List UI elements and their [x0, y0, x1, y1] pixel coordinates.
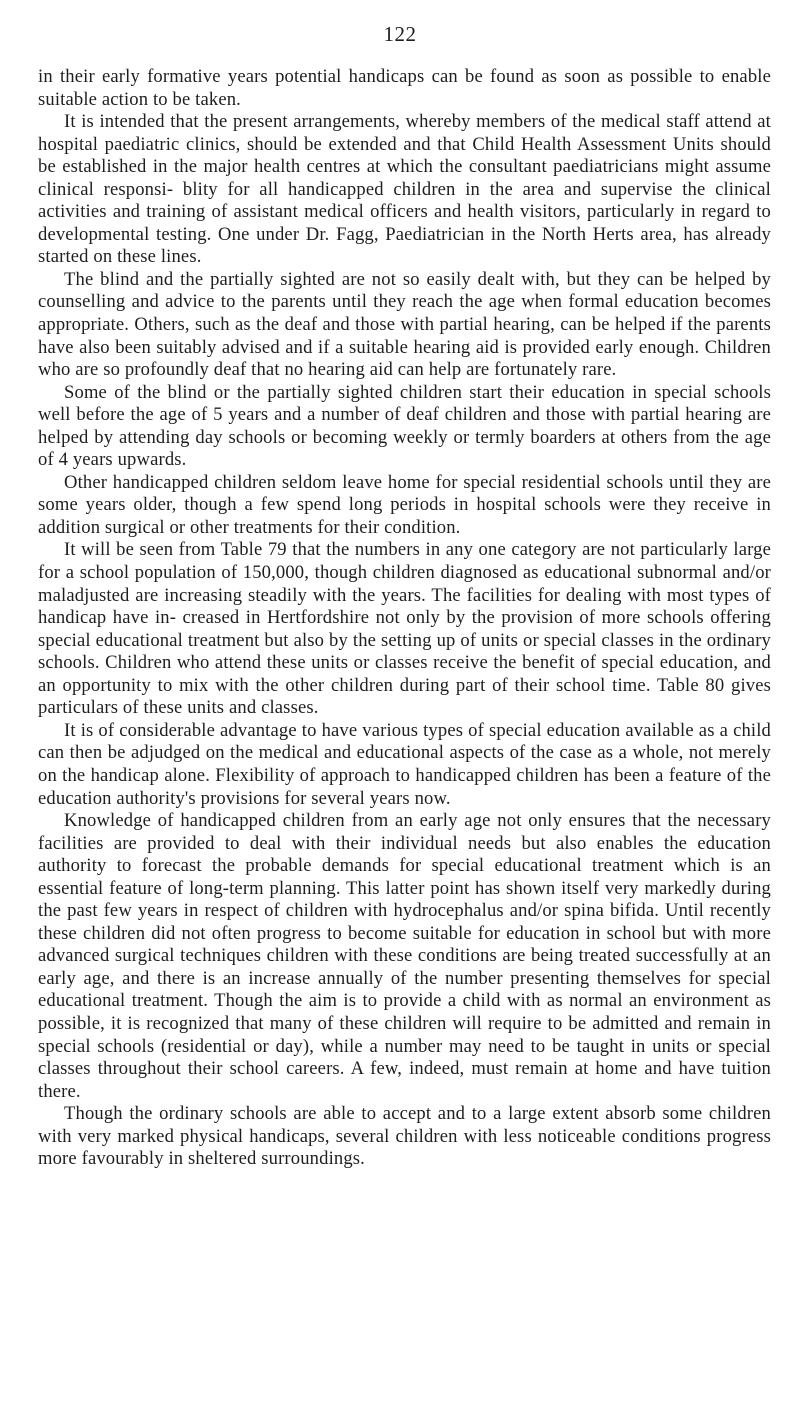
- paragraph-4: Some of the blind or the partially sighted children start their education in special schools well before the age of 5 years and a number of deaf children and those with partial hearing are helped by attending day schools or becoming weekly or termly boarders at others from the age of 4 years upwards.: [38, 381, 771, 471]
- paragraph-5: Other handicapped children seldom leave home for special residential schools until they are some years older, though a few spend long periods in hospital schools were they receive in addition surgical or other treatments for their condition.: [38, 471, 771, 538]
- paragraph-8: Knowledge of handicapped children from an early age not only ensures that the necessary facilities are provided to deal with their individual needs but also enables the education authority to forecast the probable demands for special educational treatment which is an essential feature of long-term planning. This latter point has shown itself very markedly during the past few years in respect of children with hydrocephalus and/or spina bifida. Until recently these children did not often progress to become suitable for education in school but with more advanced surgical techniques children with these conditions are being treated successfully at an early age, and there is an increase annually of the number presenting themselves for special educational treatment. Though the aim is to provide a child with as normal an environment as possible, it is recognized that many of these children will require to be admitted and remain in special schools (residential or day), while a number may need to be taught in units or special classes throughout their school careers. A few, indeed, must remain at home and have tuition there.: [38, 810, 771, 1102]
- paragraph-3: The blind and the partially sighted are not so easily dealt with, but they can be helped by counselling and advice to the parents until they reach the age when formal education becomes appropriate. Others, such as the deaf and those with partial hearing, can be helped if the parents have also been suitably advised and if a suitable hearing aid is provided early enough. Children who are so profoundly deaf that no hearing aid can help are fortunately rare.: [38, 268, 771, 381]
- body-text: [38, 66, 771, 1171]
- paragraph-2: It is intended that the present arrangements, whereby members of the medical staff attend at hospital paediatric clinics, should be extended and that Child Health Assessment Units should be established in the major health centres at which the consultant paediatricians might assume clinical responsi- blity for all handicapped children in the area and supervise the clinical activities and training of assistant medical officers and health visitors, particularly in regard to developmental testing. One under Dr. Fagg, Paediatrician in the North Herts area, has already started on these lines.: [38, 111, 771, 268]
- paragraph-7: It is of considerable advantage to have various types of special education available as a child can then be adjudged on the medical and educational aspects of the case as a whole, not merely on the handicap alone. Flexibility of approach to handicapped children has been a feature of the education authority's provisions for several years now.: [38, 719, 771, 809]
- paragraph-1: in their early formative years potential handicaps can be found as soon as possible to enable suitable action to be taken.: [38, 66, 771, 110]
- paragraph-6: It will be seen from Table 79 that the numbers in any one category are not particularly large for a school population of 150,000, though children diagnosed as educational subnormal and/or maladjusted are increasing steadily with the years. The facilities for dealing with most types of handicap have in- creased in Hertfordshire not only by the provision of more schools offering special educational treatment but also by the setting up of units or special classes in the ordinary schools. Children who attend these units or classes receive the benefit of special education, and an opportunity to mix with the other children during part of their school time. Table 80 gives particulars of these units and classes.: [38, 539, 771, 719]
- paragraph-9: Though the ordinary schools are able to accept and to a large extent absorb some children with very marked physical handicaps, several children with less noticeable conditions progress more favourably in sheltered surroundings.: [38, 1103, 771, 1170]
- page-number: 122: [383, 22, 417, 46]
